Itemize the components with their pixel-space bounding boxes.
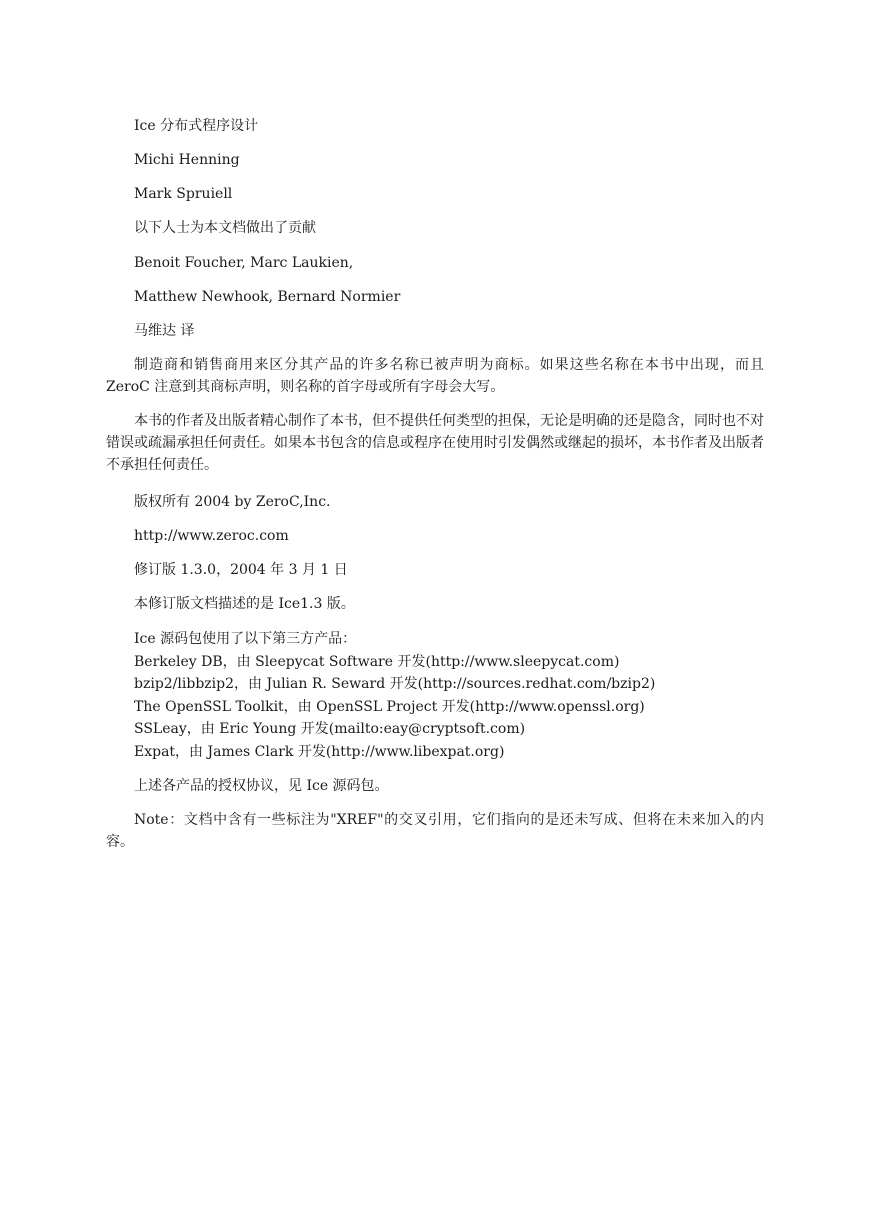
xref-note: Note：文档中含有一些标注为"XREF"的交叉引用，它们指向的是还未写成、但将在未来加入的内容。: [106, 812, 764, 850]
contributors-line: Matthew Newhook, Bernard Normier: [134, 289, 401, 305]
contributors-line: Benoit Foucher, Marc Laukien,: [134, 255, 354, 271]
revision-note: 本修订版文档描述的是 Ice1.3 版。: [134, 596, 355, 612]
third-party-item: bzip2/libbzip2，由 Julian R. Seward 开发(http://sources.redhat.com/bzip2): [134, 676, 656, 692]
third-party-item: SSLeay，由 Eric Young 开发(mailto:eay@cryptsoft.com): [134, 721, 526, 737]
website-url: http://www.zeroc.com: [134, 528, 289, 544]
author-name: Mark Spruiell: [134, 186, 233, 202]
contributors-heading: 以下人士为本文档做出了贡献: [134, 220, 316, 236]
third-party-item: Berkeley DB，由 Sleepycat Software 开发(http://www.sleepycat.com): [134, 653, 620, 670]
disclaimer-paragraph: 本书的作者及出版者精心制作了本书，但不提供任何类型的担保，无论是明确的还是隐含，同时也不对错误或疏漏承担任何责任。如果本书包含的信息或程序在使用时引发偶然或继起的损坏，本书作者及出版者不承担任何责任。: [106, 413, 764, 473]
third-party-item: Expat，由 James Clark 开发(http://www.libexpat.org): [134, 743, 505, 760]
book-title: Ice 分布式程序设计: [134, 118, 259, 134]
revision-line: 修订版 1.3.0，2004 年 3 月 1 日: [134, 562, 348, 578]
author-name: Michi Henning: [134, 152, 240, 168]
third-party-item: The OpenSSL Toolkit，由 OpenSSL Project 开发(http://www.openssl.org): [134, 698, 645, 715]
third-party-section: [134, 628, 655, 763]
trademark-notice: 制造商和销售商用来区分其产品的许多名称已被声明为商标。如果这些名称在本书中出现，而且 ZeroC 注意到其商标声明，则名称的首字母或所有字母会大写。: [106, 357, 764, 395]
copyright-line: 版权所有 2004 by ZeroC,Inc.: [134, 494, 331, 510]
translator-credit: 马维达 译: [134, 323, 195, 339]
license-note: 上述各产品的授权协议，见 Ice 源码包。: [134, 778, 389, 794]
third-party-heading: Ice 源码包使用了以下第三方产品：: [134, 631, 357, 647]
